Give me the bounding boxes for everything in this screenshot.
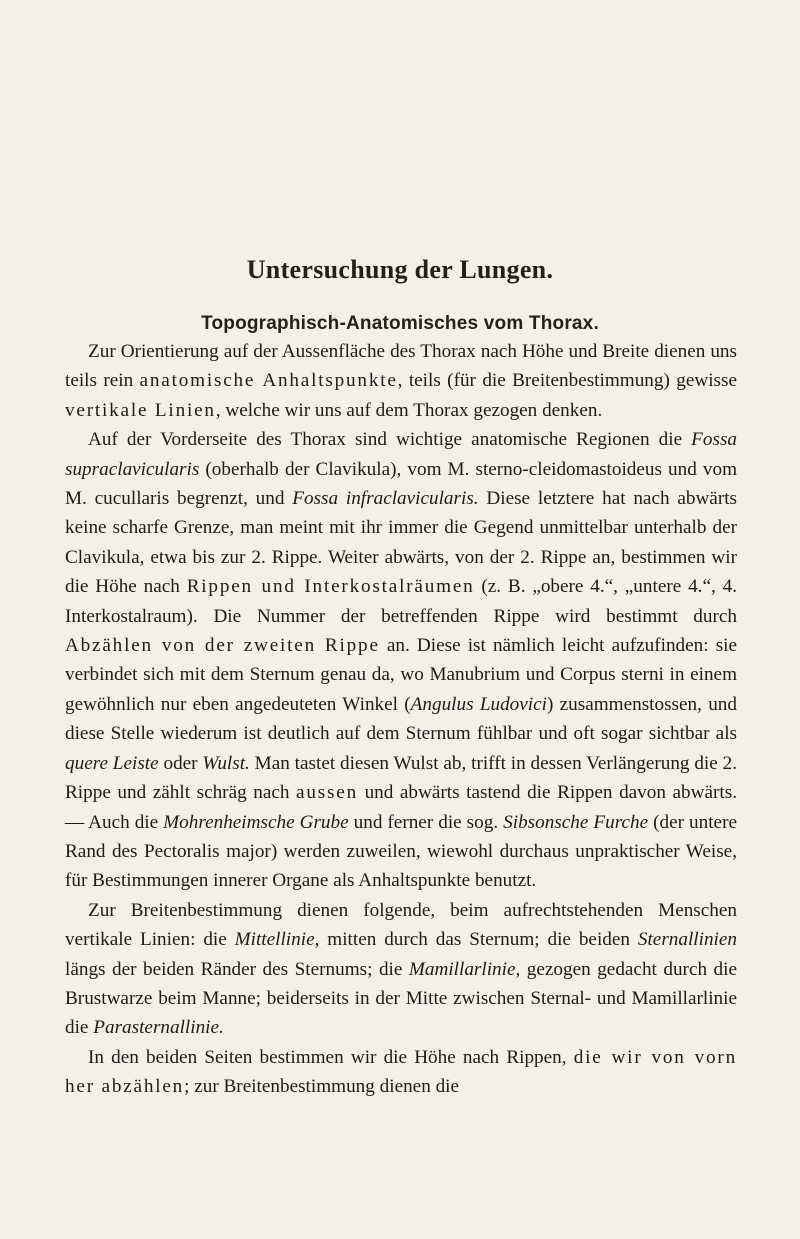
italic-term: Fossa supraclavicularis	[65, 429, 737, 480]
italic-term: Wulst.	[202, 752, 250, 774]
italic-term: Mamillarlinie	[408, 958, 516, 980]
italic-term: Mohrenheimsche Grube	[163, 811, 349, 833]
spaced-emphasis: die wir von vorn her abzählen	[65, 1046, 737, 1098]
paragraph-1: Zur Orientierung auf der Aussenfläche des Thorax nach Höhe und Breite dienen uns teils rein anatomische Anhaltspunkte, teils (für die Breitenbestimmung) gewisse vertikale Linien, welche wir uns auf dem Thorax gezogen denken.	[65, 341, 737, 421]
italic-term: Mittellinie	[234, 929, 315, 951]
spaced-emphasis: vertikale Linien	[65, 399, 216, 421]
paragraph-2: Auf der Vorderseite des Thorax sind wichtige anatomische Regionen die Fossa supraclavicularis (oberhalb der Clavikula), vom M. sterno-cleidomastoideus und vom M. cucullaris begrenzt, und Fossa infraclavicularis. Diese letztere hat nach abwärts keine scharfe Grenze, man meint mit ihr immer die Gegend unmittelbar unterhalb der Clavikula, etwa bis zur 2. Rippe. Weiter abwärts, von der 2. Rippe an, bestimmen wir die Höhe nach Rippen und Interkostalräumen (z. B. „obere 4.“, „untere 4.“, 4. Interkostalraum). Die Nummer der betreffenden Rippe wird bestimmt durch Abzählen von der zweiten Rippe an. Diese ist nämlich leicht aufzufinden: sie verbindet sich mit dem Sternum genau da, wo Manubrium und Corpus sterni in einem gewöhnlich nur eben angedeuteten Winkel (Angulus Ludovici) zusammenstossen, und diese Stelle wiederum ist deutlich auf dem Sternum fühlbar und oft sogar sichtbar als quere Leiste oder Wulst. Man tastet diesen Wulst ab, trifft in dessen Verlängerung die 2. Rippe und zählt schräg nach aussen und abwärts tastend die Rippen davon abwärts. — Auch die Mohrenheimsche Grube und ferner die sog. Sibsonsche Furche (der untere Rand des Pectoralis major) werden zuweilen, wiewohl durchaus unpraktischer Weise, für Bestimmungen innerer Organe als Anhaltspunkte benutzt.	[65, 429, 738, 892]
italic-term: Parasternallinie.	[93, 1017, 224, 1039]
body-text	[65, 337, 737, 1102]
italic-term: Sibsonsche Furche	[503, 811, 649, 833]
page-title: Untersuchung der Lungen.	[246, 255, 554, 284]
spaced-emphasis: anatomische Anhaltspunkte	[139, 370, 398, 392]
spaced-emphasis: aussen	[296, 782, 358, 804]
italic-term: Fossa infraclavicularis.	[292, 488, 479, 510]
paragraph-3: Zur Breitenbestimmung dienen folgende, beim aufrechtstehenden Menschen vertikale Linien: die Mittellinie, mitten durch das Sternum; die beiden Sternallinien längs der beiden Ränder des Sternums; die Mamillarlinie, gezogen gedacht durch die Brustwarze beim Manne; beiderseits in der Mitte zwischen Sternal- und Mamillarlinie die Parasternallinie.	[65, 899, 737, 1039]
spaced-emphasis: Rippen und Interkostalräumen	[186, 576, 475, 598]
italic-term: Sternallinien	[637, 929, 737, 951]
italic-term: quere Leiste	[65, 752, 159, 774]
italic-term: Angulus Ludovici	[410, 693, 547, 715]
paragraph-4: In den beiden Seiten bestimmen wir die Höhe nach Rippen, die wir von vorn her abzählen; zur Breitenbestimmung dienen die	[65, 1046, 737, 1098]
spaced-emphasis: Abzählen von der zweiten Rippe	[65, 635, 380, 657]
section-subtitle: Topographisch-Anatomisches vom Thorax.	[201, 313, 599, 334]
